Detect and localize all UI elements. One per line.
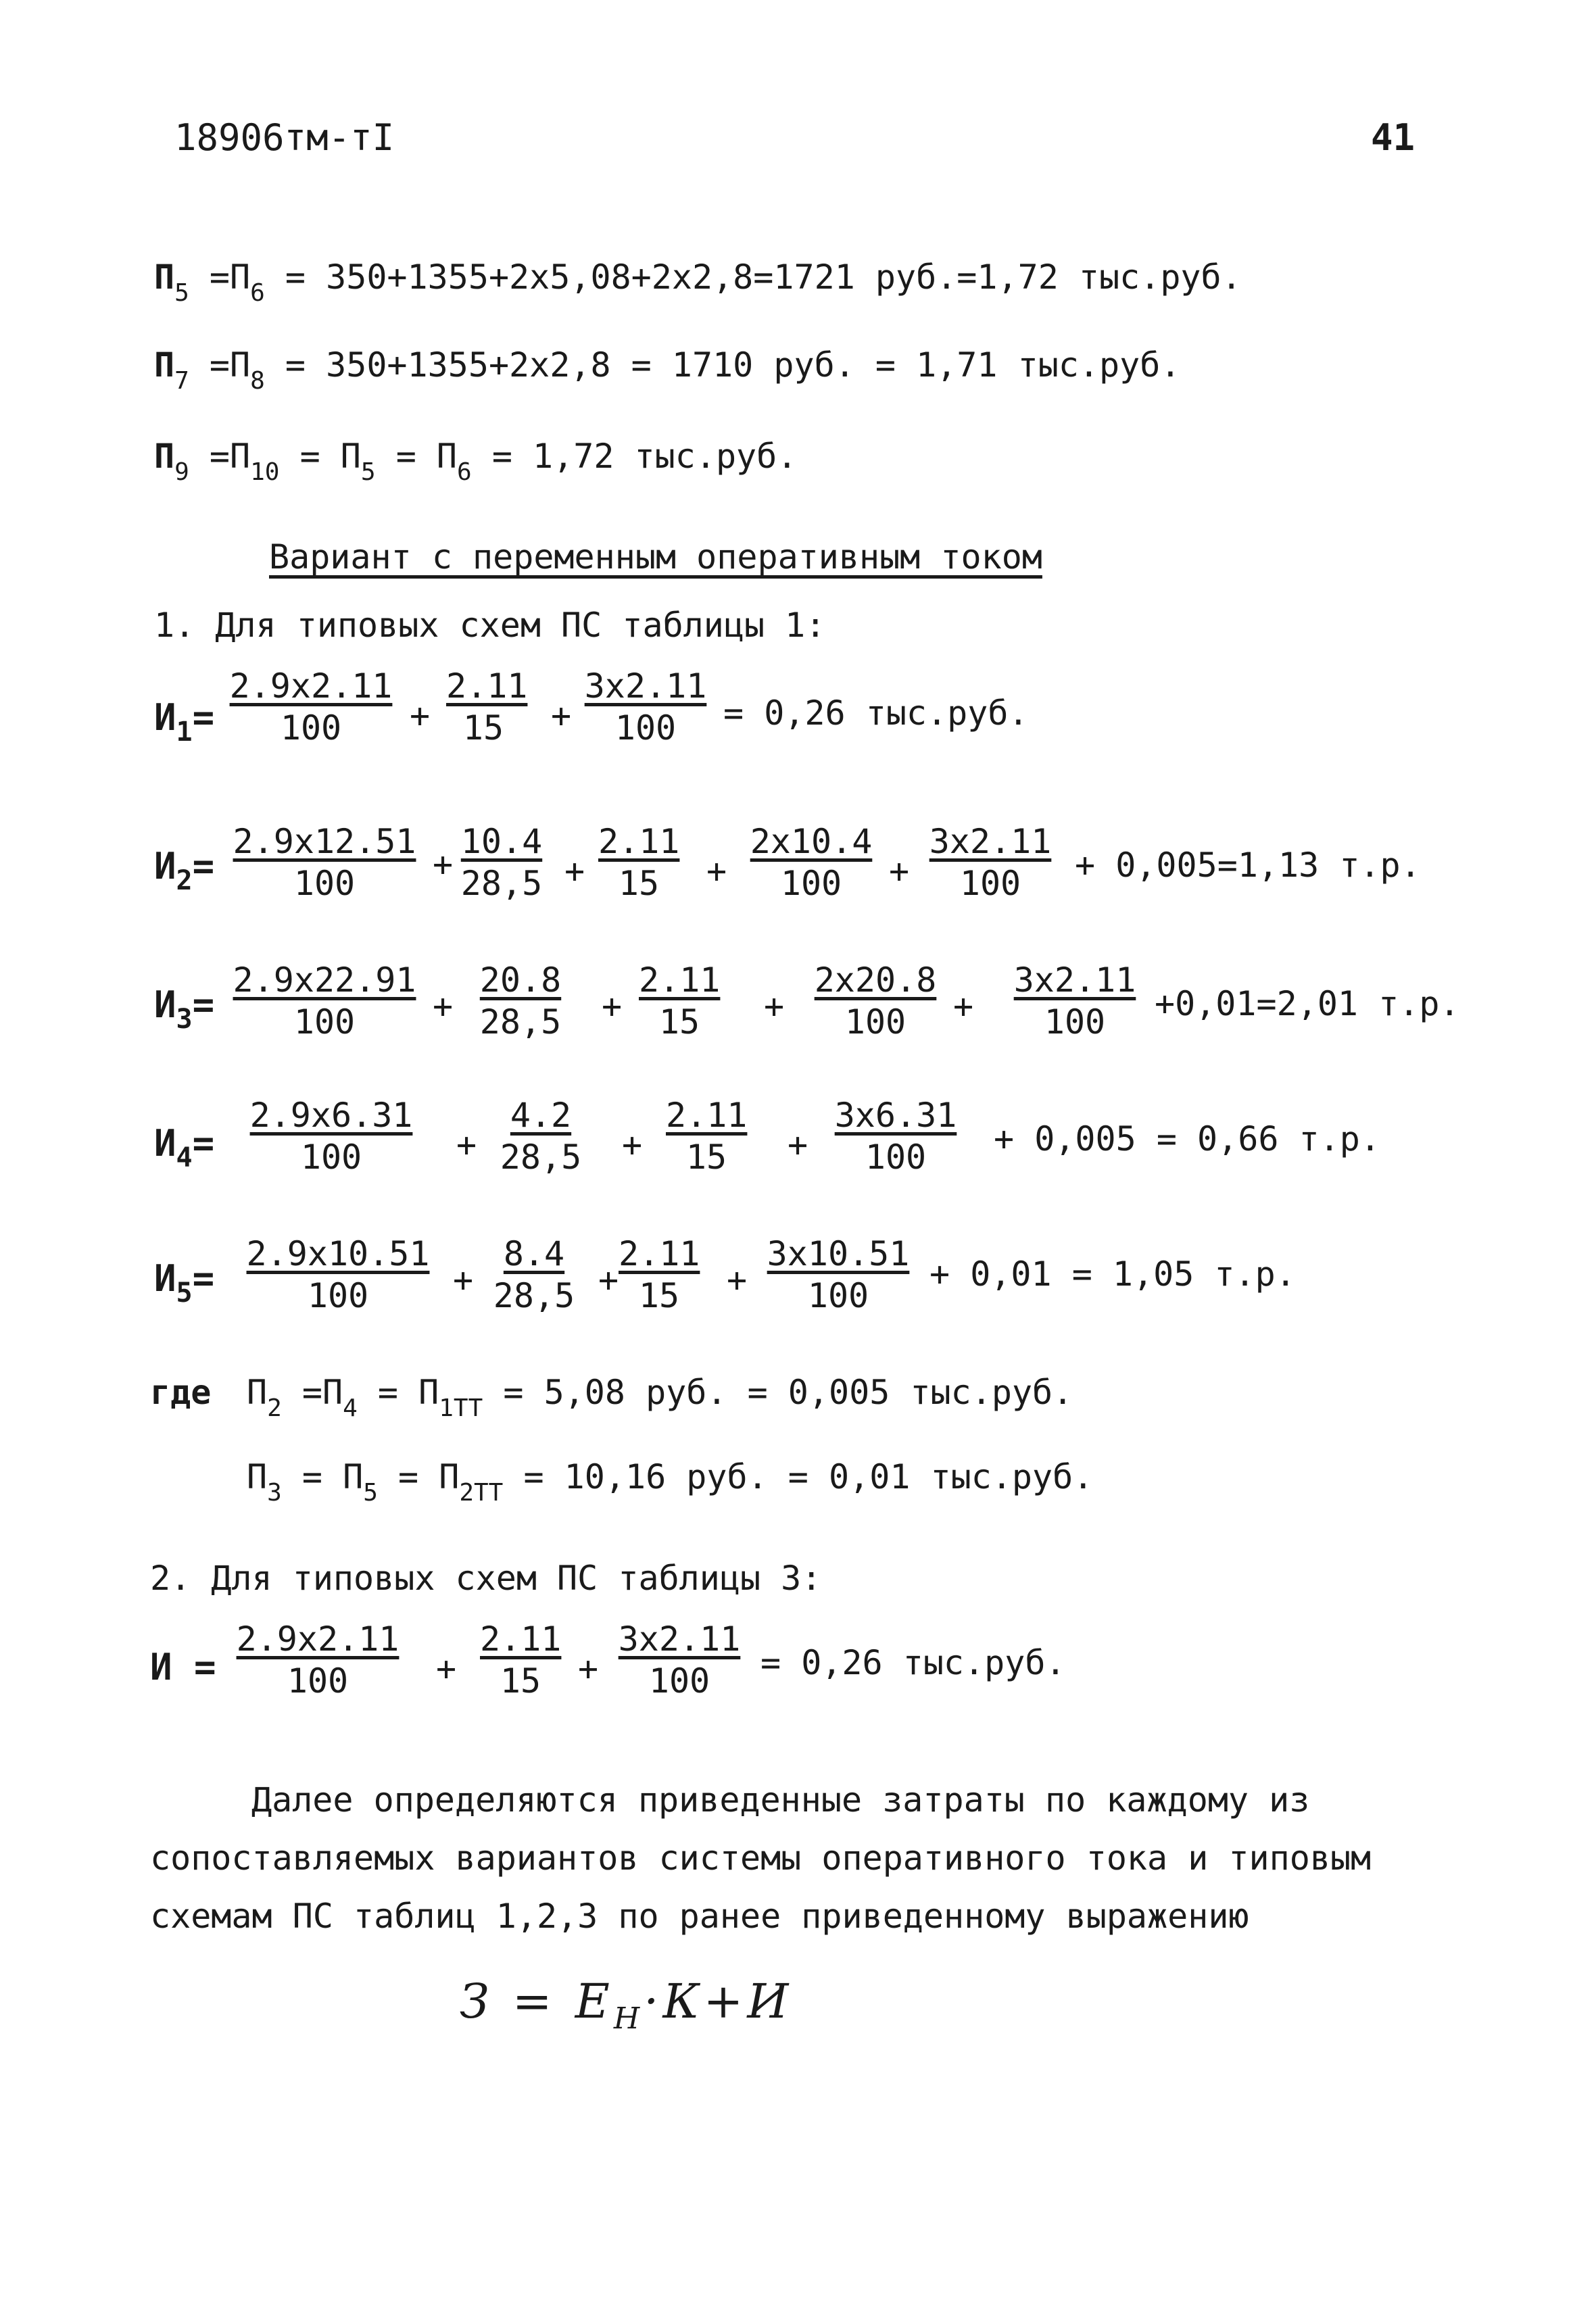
fraction: $\frac{3x2.11}{100}$ [618, 1619, 741, 1701]
fraction: $\frac{2.9x10.51}{100}$ [246, 1234, 430, 1315]
fraction: $\frac{2.9x2.11}{100}$ [236, 1619, 400, 1701]
fraction: $\frac{10.4}{28,5}$ [460, 822, 543, 903]
item-1-label: 1. Для типовых схем ПС таблицы 1: [154, 606, 826, 645]
price-line-7-8: $П_7 =П_8 = 350+1355+2x2,8 = 1710$ руб. = 1,71 тыс.руб. [154, 345, 1181, 395]
fraction: $\frac{2.9x2.11}{100}$ [229, 666, 393, 748]
fraction: $\frac{3x6.31}{100}$ [834, 1096, 957, 1177]
fraction: $\frac{3x2.11}{100}$ [929, 822, 1052, 903]
where-line-2: $П_3 = П_5 = П_{2ТТ} = 10,16$ руб. = 0,01 тыс.руб. [247, 1457, 1094, 1507]
fraction: $\frac{2.11}{15}$ [598, 822, 680, 903]
fraction: $\frac{2x10.4}{100}$ [750, 822, 873, 903]
fraction: $\frac{2.9x6.31}{100}$ [249, 1096, 413, 1177]
fraction: $\frac{2.11}{15}$ [446, 666, 528, 748]
document-code: 18906тм-тI [174, 116, 395, 159]
fraction: $\frac{3x2.11}{100}$ [584, 666, 707, 748]
page-number: 41 [1371, 116, 1416, 159]
price-line-5-6: $П_5 =П_6 = 350+1355+2x5,08+2x2,8=1721$ руб.=1,72 тыс.руб. [154, 258, 1242, 307]
fraction: $\frac{2.11}{15}$ [639, 960, 721, 1042]
fraction: $\frac{2.11}{15}$ [480, 1619, 562, 1701]
item-2-label: 2. Для типовых схем ПС таблицы 3: [150, 1559, 822, 1598]
fraction: $\frac{20.8}{28,5}$ [479, 960, 562, 1042]
price-line-9-10: $П_9 =П_{10} = П_5 = П_6 = 1,72$ тыс.руб. [154, 437, 798, 486]
fraction: $\frac{2.9x12.51}{100}$ [233, 822, 416, 903]
fraction: $\frac{2.11}{15}$ [619, 1234, 700, 1315]
fraction: $\frac{2x20.8}{100}$ [814, 960, 937, 1042]
where-line-1: $П_2 =П_4 = П_{1ТТ} = 5,08$ руб. = 0,005 тыс.руб. [247, 1373, 1073, 1422]
where-word: где [150, 1373, 212, 1412]
conclusion-paragraph: Далее определяются приведенные затраты по каждому из сопоставляемых вариантов системы оперативного тока и типовым схемам ПС таблиц 1,2,3 по ранее приведенному выражению [150, 1780, 1372, 1936]
fraction: $\frac{2.11}{15}$ [666, 1096, 748, 1177]
fraction: $\frac{3x10.51}{100}$ [767, 1234, 910, 1315]
fraction: $\frac{3x2.11}{100}$ [1013, 960, 1136, 1042]
fraction: $\frac{2.9x22.91}{100}$ [233, 960, 416, 1042]
section-heading: Вариант с переменным оперативным током [269, 537, 1042, 577]
handwritten-formula: $З = Е_Н\cdot К+И$ [460, 1974, 793, 2036]
fraction: $\frac{8.4}{28,5}$ [493, 1234, 575, 1315]
fraction: $\frac{4.2}{28,5}$ [500, 1096, 582, 1177]
